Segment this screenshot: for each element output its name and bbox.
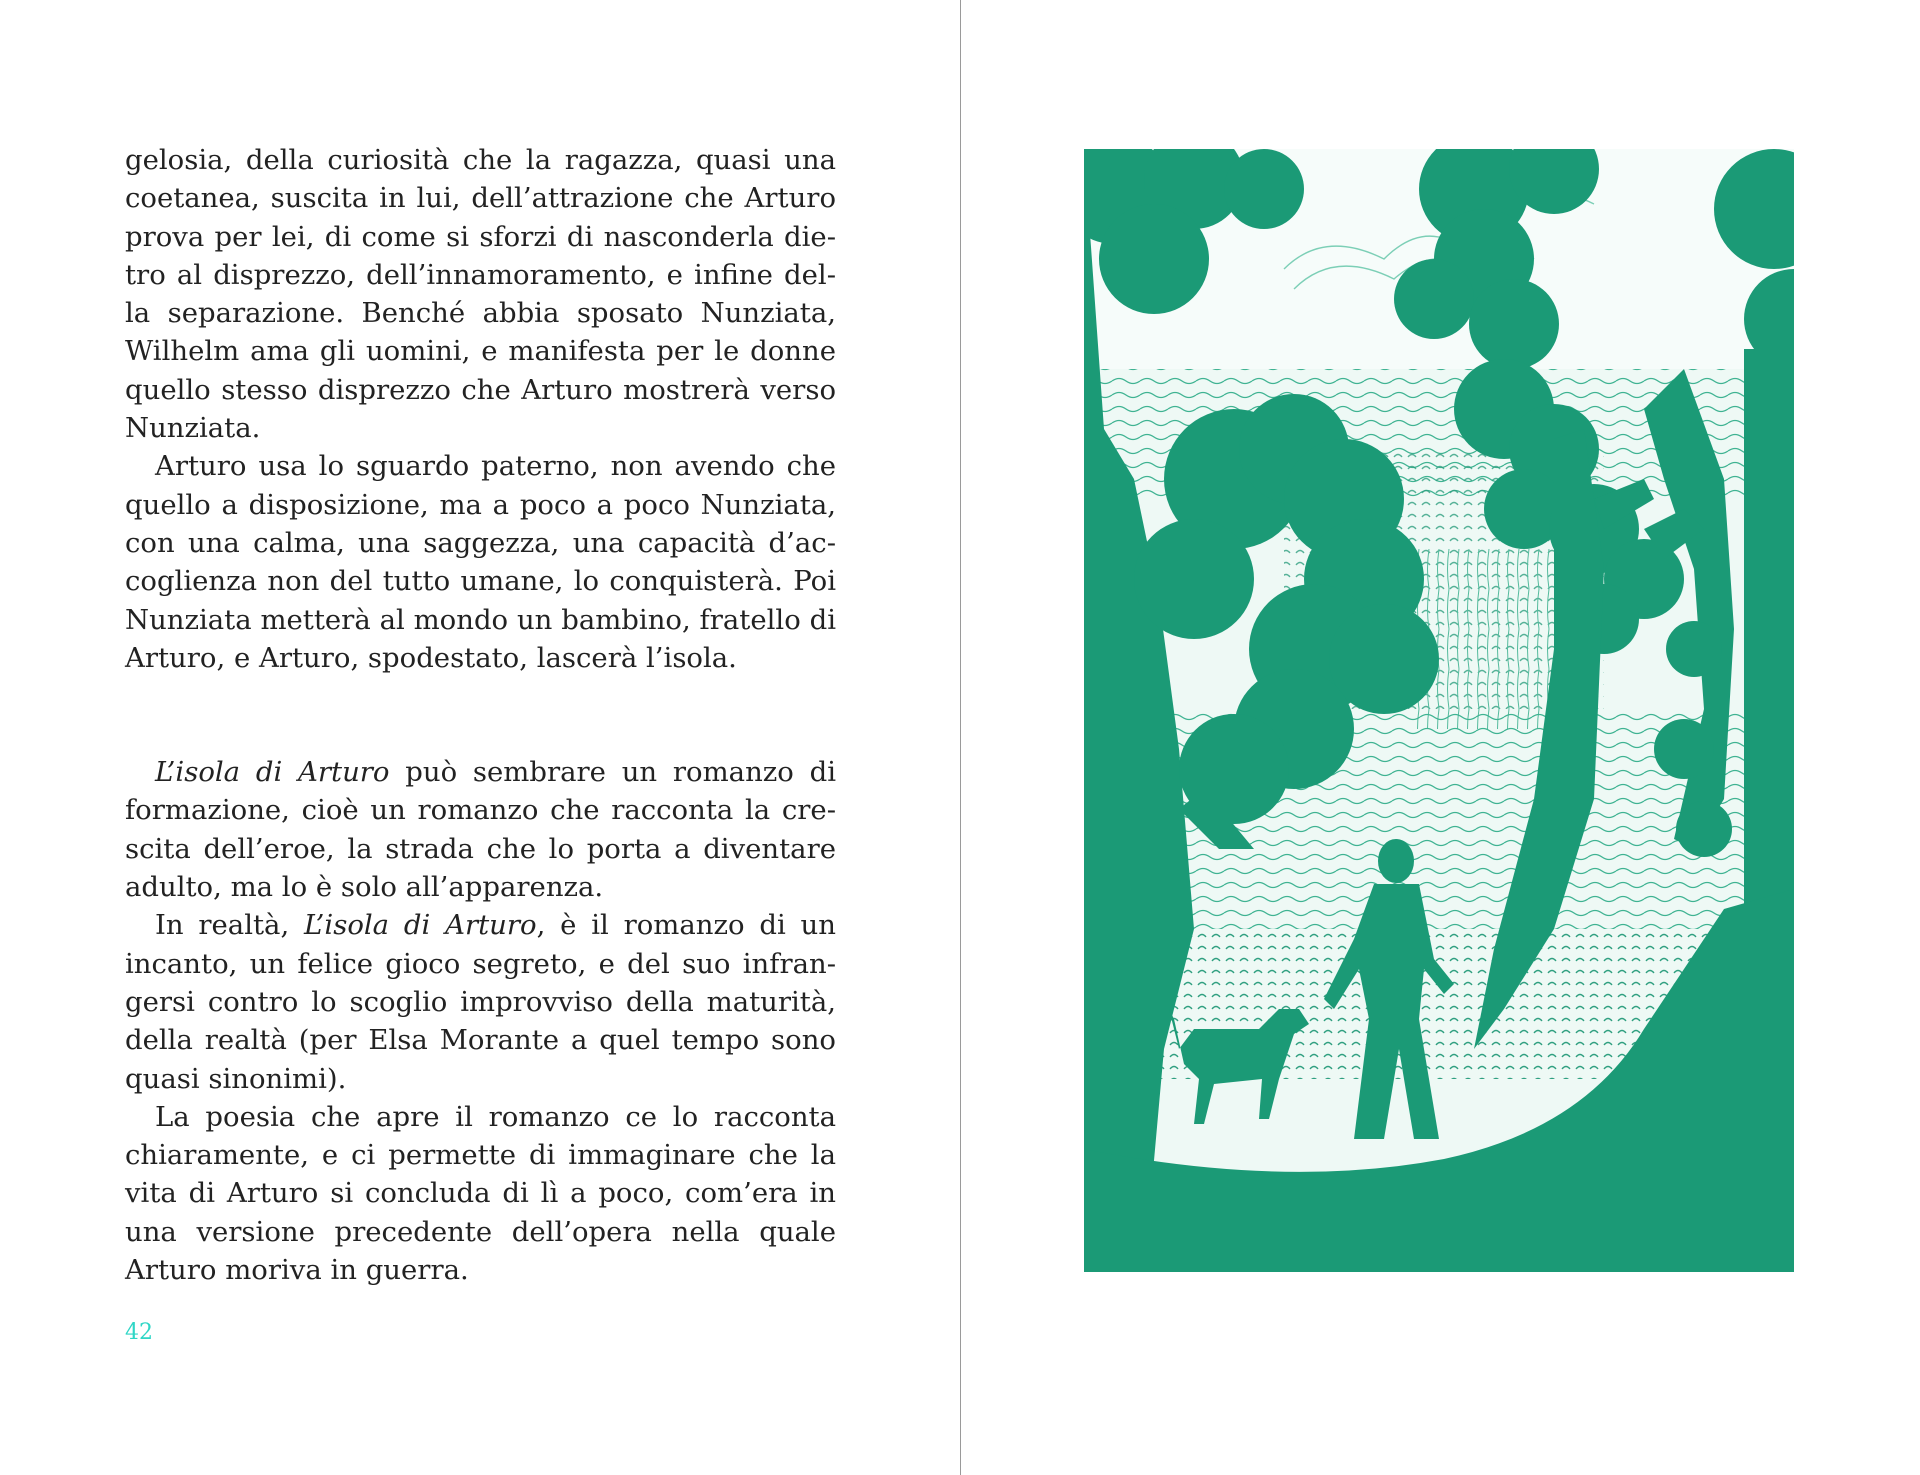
book-title-italic: L’isola di Arturo: [304, 909, 537, 942]
paragraph-text: può sembrare un romanzo di formazione, cioè un romanzo che racconta la crescita dell’eroe, la strada che lo porta a diventare adulto, ma lo è solo all’apparenza.: [125, 756, 836, 904]
illustration: [1084, 149, 1794, 1272]
page-number: 42: [125, 1320, 153, 1345]
paragraph-text: , è il romanzo di un incanto, un felice gioco segreto, e del suo infrangersi contro lo scoglio improvviso della maturità, della realtà (per Elsa Morante a quel tempo sono quasi sinonimi).: [125, 909, 836, 1095]
paragraph-text: In realtà,: [155, 909, 304, 942]
paragraph: [125, 753, 836, 906]
paragraph: [125, 906, 836, 1097]
paragraph: [125, 141, 836, 447]
body-text: [125, 141, 836, 1289]
right-page: [962, 0, 1920, 1475]
book-title-italic: L’isola di Arturo: [155, 756, 390, 789]
paragraph: [125, 1098, 836, 1289]
paragraph-text: La poesia che apre il romanzo ce lo racconta chiaramente, e ci permette di immaginare che la vita di Arturo si concluda di lì a poco, com’era in una versione precedente dell’opera nella quale Arturo moriva in guerra.: [125, 1100, 836, 1287]
paragraph: [125, 447, 836, 677]
forest-silhouette-illustration: [1084, 149, 1794, 1272]
paragraph-text: Arturo usa lo sguardo paterno, non avendo che quello a disposizione, ma a poco a poco Nunziata, con una calma, una saggezza, una capacità d’accoglienza non del tutto umane, lo conquisterà. Poi Nunziata metterà al mondo un bambino, fratello di Arturo, e Arturo, spodestato, lascerà l’isola.: [125, 450, 836, 674]
cliff-face: [1414, 549, 1564, 729]
page-gutter: [960, 0, 961, 1475]
paragraph-text: gelosia, della curiosità che la ragazza, quasi una coetanea, suscita in lui, dell’attrazione che Arturo prova per lei, di come si sforzi di nasconderla dietro al disprezzo, dell’innamoramento, e infine della separazione. Benché abbia sposato Nunziata, Wilhelm ama gli uomini, e manifesta per le donne quello stesso disprezzo che Arturo mostrerà verso Nunziata.: [125, 144, 836, 445]
